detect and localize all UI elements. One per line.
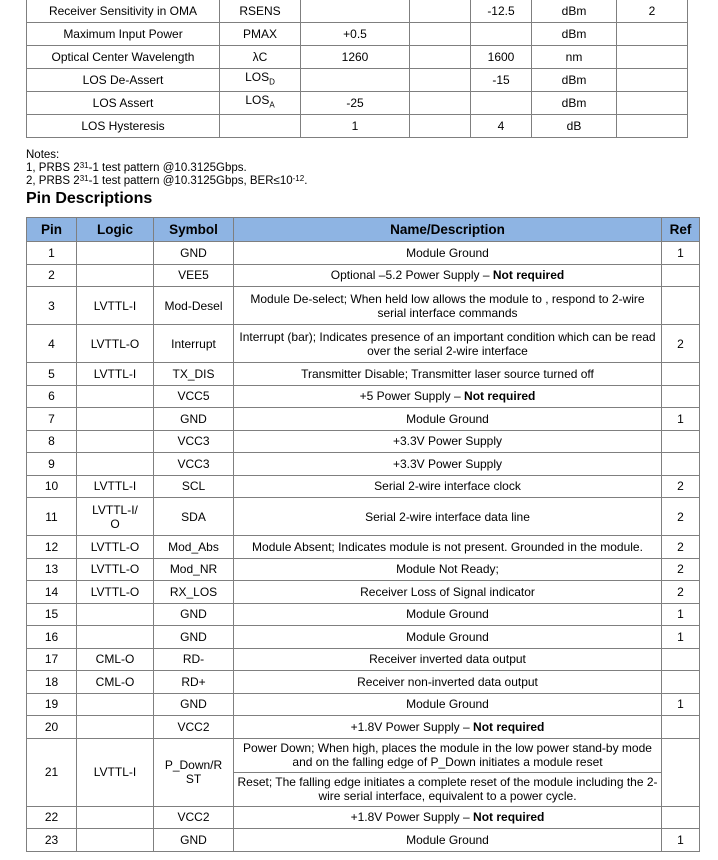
spec-min: 1 (301, 115, 410, 138)
pin-number: 13 (27, 558, 77, 581)
pin-logic: CML-O (77, 648, 154, 671)
spec-symbol: λC (220, 46, 301, 69)
spec-max: 4 (471, 115, 532, 138)
pin-ref (662, 716, 700, 739)
spec-note (617, 92, 688, 115)
pin-ref: 1 (662, 829, 700, 852)
spec-note (617, 23, 688, 46)
pin-logic (77, 603, 154, 626)
pin-logic: CML-O (77, 671, 154, 694)
table-row (27, 626, 700, 649)
spec-parameter: LOS De-Assert (27, 69, 220, 92)
pin-description: +1.8V Power Supply – Not required (234, 806, 662, 829)
spec-row (27, 0, 688, 23)
spec-parameter: LOS Hysteresis (27, 115, 220, 138)
spec-symbol (220, 115, 301, 138)
spec-unit: dBm (532, 0, 617, 23)
table-row (27, 693, 700, 716)
pin-symbol: VCC5 (154, 385, 234, 408)
pin-ref (662, 453, 700, 476)
pin-logic: LVTTL-O (77, 581, 154, 604)
pin-symbol: P_Down/RST (154, 738, 234, 806)
pin-number: 20 (27, 716, 77, 739)
pin-symbol: VCC2 (154, 716, 234, 739)
pin-number: 18 (27, 671, 77, 694)
pin-logic (77, 385, 154, 408)
pin-symbol: GND (154, 603, 234, 626)
table-row (27, 475, 700, 498)
pin-logic: LVTTL-O (77, 558, 154, 581)
spec-row (27, 69, 688, 92)
spec-symbol: RSENS (220, 0, 301, 23)
spec-min (301, 69, 410, 92)
spec-row (27, 115, 688, 138)
pin-description: Receiver non-inverted data output (234, 671, 662, 694)
spec-symbol: $LOS_A$ (220, 92, 301, 115)
pin-description: Receiver inverted data output (234, 648, 662, 671)
pin-descriptions-table (26, 217, 700, 852)
pin-logic (77, 264, 154, 287)
pin-logic: LVTTL-I (77, 363, 154, 386)
spec-row (27, 23, 688, 46)
pin-number: 4 (27, 325, 77, 363)
pin-description: Interrupt (bar); Indicates presence of an important condition which can be read over the serial 2-wire interface (234, 325, 662, 363)
pin-description: Optional –5.2 Power Supply – Not required (234, 264, 662, 287)
spec-unit: nm (532, 46, 617, 69)
pin-number: 12 (27, 536, 77, 559)
spec-table-body (27, 0, 688, 138)
pin-table-body (27, 242, 700, 852)
table-row (27, 738, 700, 772)
spec-unit: dBm (532, 92, 617, 115)
pin-ref (662, 671, 700, 694)
table-row (27, 408, 700, 431)
pin-symbol: VCC3 (154, 453, 234, 476)
pin-description: Module De-select; When held low allows the module to , respond to 2-wire serial interface commands (234, 287, 662, 325)
table-row (27, 325, 700, 363)
spec-parameter: Maximum Input Power (27, 23, 220, 46)
pin-ref: 2 (662, 558, 700, 581)
pin-ref: 2 (662, 325, 700, 363)
pin-symbol: Mod_Abs (154, 536, 234, 559)
pin-number: 5 (27, 363, 77, 386)
spec-typ (410, 92, 471, 115)
table-row (27, 603, 700, 626)
spec-note (617, 69, 688, 92)
notes-heading: Notes: (26, 149, 60, 161)
pin-logic (77, 693, 154, 716)
pin-ref: 2 (662, 475, 700, 498)
spec-unit: dB (532, 115, 617, 138)
pin-ref (662, 738, 700, 806)
pin-logic (77, 453, 154, 476)
pin-number: 7 (27, 408, 77, 431)
header-ref: Ref (662, 218, 700, 242)
pin-symbol: Mod_NR (154, 558, 234, 581)
pin-description: Receiver Loss of Signal indicator (234, 581, 662, 604)
note-2: 2, PRBS $2^{31}-1$ test pattern @10.3125Gbps, $BER\le 10^{-12}$. (26, 174, 308, 187)
pin-number: 1 (27, 242, 77, 265)
pin-ref (662, 430, 700, 453)
pin-symbol: GND (154, 242, 234, 265)
spec-table (26, 0, 688, 138)
spec-max: -12.5 (471, 0, 532, 23)
pin-ref: 1 (662, 603, 700, 626)
pin-description: +3.3V Power Supply (234, 430, 662, 453)
pin-logic (77, 716, 154, 739)
spec-min: -25 (301, 92, 410, 115)
spec-row (27, 46, 688, 69)
pin-logic: LVTTL-I/O (77, 498, 154, 536)
pin-number: 17 (27, 648, 77, 671)
table-row (27, 536, 700, 559)
pin-description: Module Ground (234, 408, 662, 431)
pin-description: Module Not Ready; (234, 558, 662, 581)
pin-number: 11 (27, 498, 77, 536)
pin-number: 21 (27, 738, 77, 806)
table-row (27, 453, 700, 476)
pin-symbol: GND (154, 829, 234, 852)
pin-number: 15 (27, 603, 77, 626)
table-row (27, 806, 700, 829)
spec-max (471, 23, 532, 46)
spec-max: 1600 (471, 46, 532, 69)
header-symbol: Symbol (154, 218, 234, 242)
pin-symbol: GND (154, 408, 234, 431)
pin-number: 3 (27, 287, 77, 325)
pin-symbol: RD+ (154, 671, 234, 694)
table-row (27, 671, 700, 694)
spec-note (617, 46, 688, 69)
pin-ref: 1 (662, 408, 700, 431)
table-row (27, 829, 700, 852)
pin-ref (662, 648, 700, 671)
section-title: Pin Descriptions (26, 190, 153, 207)
pin-ref: 1 (662, 242, 700, 265)
table-row (27, 385, 700, 408)
spec-parameter: LOS Assert (27, 92, 220, 115)
spec-typ (410, 0, 471, 23)
pin-number: 10 (27, 475, 77, 498)
pin-ref (662, 363, 700, 386)
pin-description: Transmitter Disable; Transmitter laser source turned off (234, 363, 662, 386)
spec-typ (410, 69, 471, 92)
table-row (27, 430, 700, 453)
pin-symbol: SCL (154, 475, 234, 498)
pin-ref: 1 (662, 626, 700, 649)
pin-logic (77, 408, 154, 431)
spec-max (471, 92, 532, 115)
pin-symbol: RX_LOS (154, 581, 234, 604)
spec-min: +0.5 (301, 23, 410, 46)
pin-logic: LVTTL-I (77, 738, 154, 806)
pin-ref (662, 385, 700, 408)
table-row (27, 581, 700, 604)
spec-unit: dBm (532, 69, 617, 92)
pin-ref (662, 806, 700, 829)
spec-parameter: Optical Center Wavelength (27, 46, 220, 69)
pin-ref (662, 264, 700, 287)
pin-ref: 2 (662, 536, 700, 559)
pin-description: Serial 2-wire interface data line (234, 498, 662, 536)
pin-description: Power Down; When high, places the module in the low power stand-by mode and on the falling edge of P_Down initiates a module reset (234, 738, 662, 772)
spec-typ (410, 115, 471, 138)
pin-description: +5 Power Supply – Not required (234, 385, 662, 408)
spec-min (301, 0, 410, 23)
notes (26, 149, 307, 188)
pin-number: 8 (27, 430, 77, 453)
spec-row (27, 92, 688, 115)
pin-symbol: Interrupt (154, 325, 234, 363)
pin-description: Module Ground (234, 829, 662, 852)
pin-description: Module Ground (234, 242, 662, 265)
pin-logic (77, 242, 154, 265)
pin-symbol: SDA (154, 498, 234, 536)
pin-logic: LVTTL-I (77, 475, 154, 498)
pin-symbol: VCC3 (154, 430, 234, 453)
pin-number: 6 (27, 385, 77, 408)
spec-typ (410, 46, 471, 69)
pin-logic (77, 430, 154, 453)
header-description: Name/Description (234, 218, 662, 242)
pin-number: 16 (27, 626, 77, 649)
spec-typ (410, 23, 471, 46)
spec-min: 1260 (301, 46, 410, 69)
table-row (27, 264, 700, 287)
table-row (27, 287, 700, 325)
pin-symbol: TX_DIS (154, 363, 234, 386)
pin-description: Module Ground (234, 603, 662, 626)
spec-symbol: $LOS_D$ (220, 69, 301, 92)
pin-number: 22 (27, 806, 77, 829)
spec-symbol: PMAX (220, 23, 301, 46)
pin-ref: 1 (662, 693, 700, 716)
pin-logic (77, 626, 154, 649)
pin-symbol: Mod-Desel (154, 287, 234, 325)
pin-table-header (27, 218, 700, 242)
table-row (27, 648, 700, 671)
pin-description: Module Absent; Indicates module is not present. Grounded in the module. (234, 536, 662, 559)
pin-number: 2 (27, 264, 77, 287)
pin-symbol: GND (154, 626, 234, 649)
table-row (27, 716, 700, 739)
pin-description: Serial 2-wire interface clock (234, 475, 662, 498)
pin-description: +1.8V Power Supply – Not required (234, 716, 662, 739)
spec-unit: dBm (532, 23, 617, 46)
table-row (27, 363, 700, 386)
pin-symbol: RD- (154, 648, 234, 671)
spec-note (617, 115, 688, 138)
header-logic: Logic (77, 218, 154, 242)
spec-max: -15 (471, 69, 532, 92)
spec-parameter: Receiver Sensitivity in OMA (27, 0, 220, 23)
pin-logic: LVTTL-I (77, 287, 154, 325)
pin-description: Module Ground (234, 693, 662, 716)
note-1: 1, PRBS $2^{31}-1$ test pattern @10.3125Gbps. (26, 161, 247, 174)
pin-symbol: VCC2 (154, 806, 234, 829)
pin-logic: LVTTL-O (77, 325, 154, 363)
pin-ref (662, 287, 700, 325)
pin-logic (77, 829, 154, 852)
pin-symbol: VEE5 (154, 264, 234, 287)
pin-logic (77, 806, 154, 829)
pin-number: 9 (27, 453, 77, 476)
table-row (27, 242, 700, 265)
header-pin: Pin (27, 218, 77, 242)
pin-symbol: GND (154, 693, 234, 716)
table-row (27, 558, 700, 581)
pin-number: 19 (27, 693, 77, 716)
pin-ref: 2 (662, 498, 700, 536)
pin-description: +3.3V Power Supply (234, 453, 662, 476)
pin-description: Reset; The falling edge initiates a complete reset of the module including the 2-wire serial interface, equivalent to a power cycle. (234, 772, 662, 806)
pin-logic: LVTTL-O (77, 536, 154, 559)
pin-description: Module Ground (234, 626, 662, 649)
table-row (27, 498, 700, 536)
spec-note: 2 (617, 0, 688, 23)
pin-number: 23 (27, 829, 77, 852)
pin-ref: 2 (662, 581, 700, 604)
pin-number: 14 (27, 581, 77, 604)
